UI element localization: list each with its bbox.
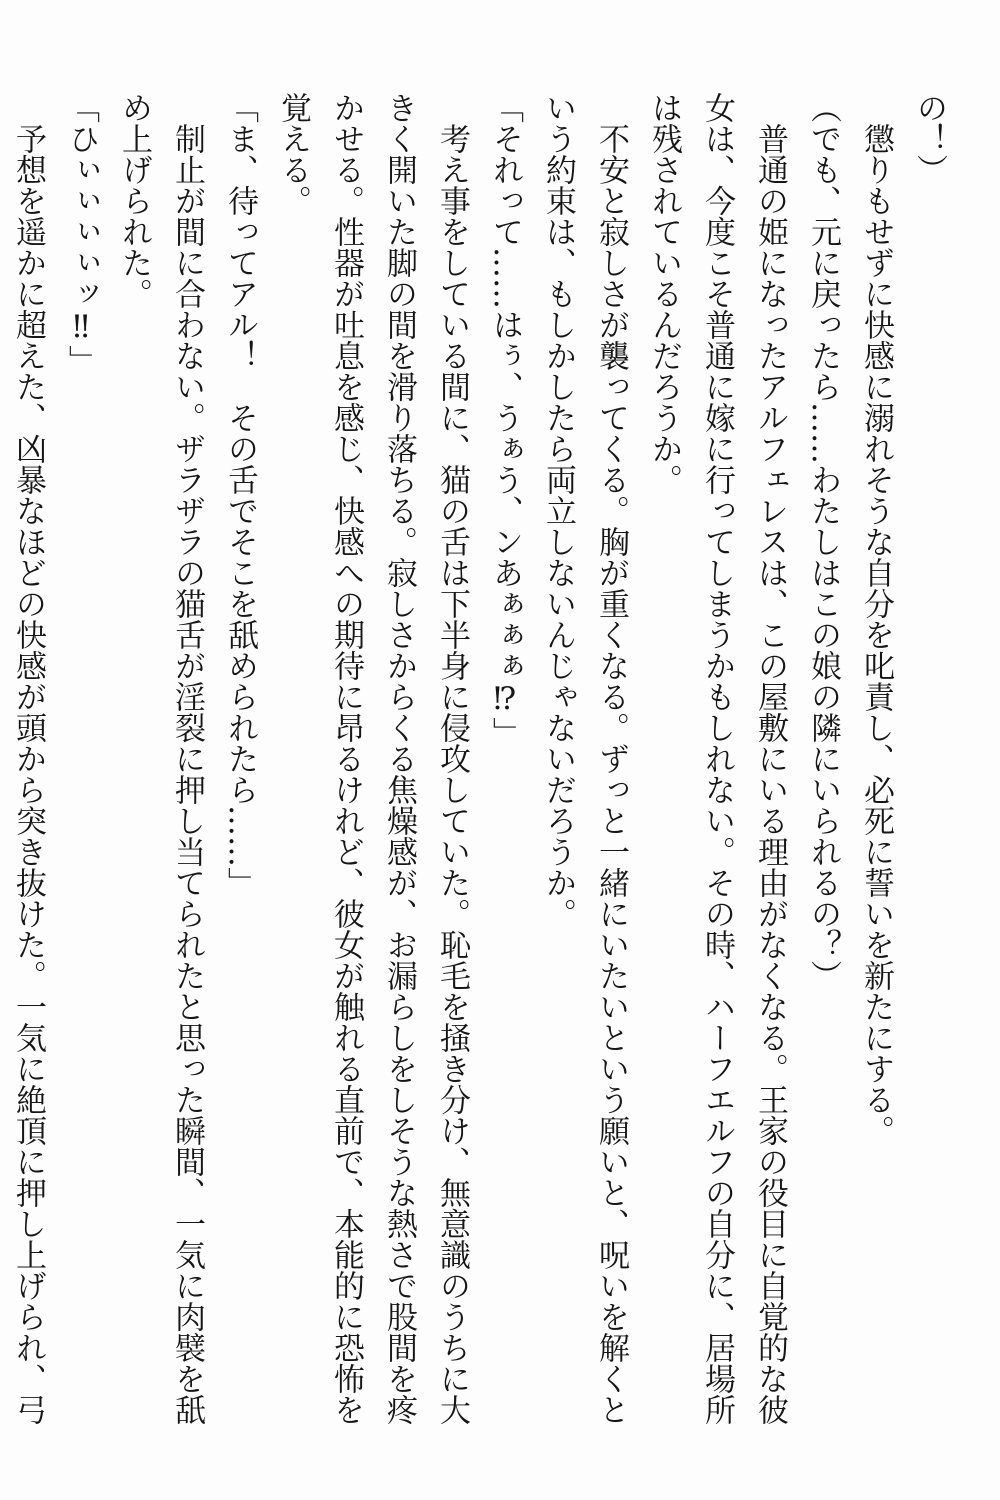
text-line-8: いう約束は、もしかしたら両立しないんじゃないだろうか。	[540, 92, 576, 929]
text-line-4: 普通の姫になったアルフェレスは、この屋敷にいる理由がなくなる。王家の役目に自覚的な彼	[752, 123, 788, 1425]
text-line-2: 懲りもせずに快感に溺れそうな自分を叱責し、必死に誓いを新たにする。	[858, 123, 894, 1146]
text-line-10: 考え事をしている間に、猫の舌は下半身に侵攻していた。恥毛を掻き分け、無意識のうちに大	[434, 123, 470, 1425]
text-line-11: きく開いた脚の間を滑り落ちる。寂しさからくる焦燥感が、お漏らしをしそうな熱さで股間を疼	[381, 92, 417, 1425]
text-line-5: 女は、今度こそ普通に嫁に行ってしまうかもしれない。その時、ハーフエルフの自分に、居場所	[699, 92, 735, 1425]
text-line-7: 不安と寂しさが襲ってくる。胸が重くなる。ずっと一緒にいたいという願いと、呪いを解くと	[593, 123, 629, 1425]
text-line-9: 「それって……はぅ、うぁう、ンあぁぁぁ⁉」	[487, 92, 523, 748]
text-line-14: 「ま、待ってアル！ その舌でそこを舐められたら……」	[222, 92, 258, 898]
text-line-1: の！）	[911, 92, 947, 185]
vertical-text-body	[10, 92, 955, 1425]
text-line-3: （でも、元に戻ったら……わたしはこの娘の隣にいられるの？）	[805, 92, 841, 991]
text-line-12: かせる。性器が吐息を感じ、快感への期待に昂るけれど、彼女が触れる直前で、本能的に恐怖を	[328, 92, 364, 1425]
text-line-16: め上げられた。	[116, 92, 152, 309]
text-line-13: 覚える。	[275, 92, 311, 216]
text-line-6: は残されているんだろうか。	[646, 92, 682, 495]
text-line-15: 制止が間に合わない。ザラザラの猫舌が淫裂に押し当てられたと思った瞬間、一気に肉襞を舐	[169, 123, 205, 1425]
text-line-18: 予想を遥かに超えた、凶暴なほどの快感が頭から突き抜けた。一気に絶頂に押し上げられ、弓	[10, 123, 46, 1425]
text-line-17: 「ひぃぃぃぃッ‼」	[63, 92, 99, 376]
